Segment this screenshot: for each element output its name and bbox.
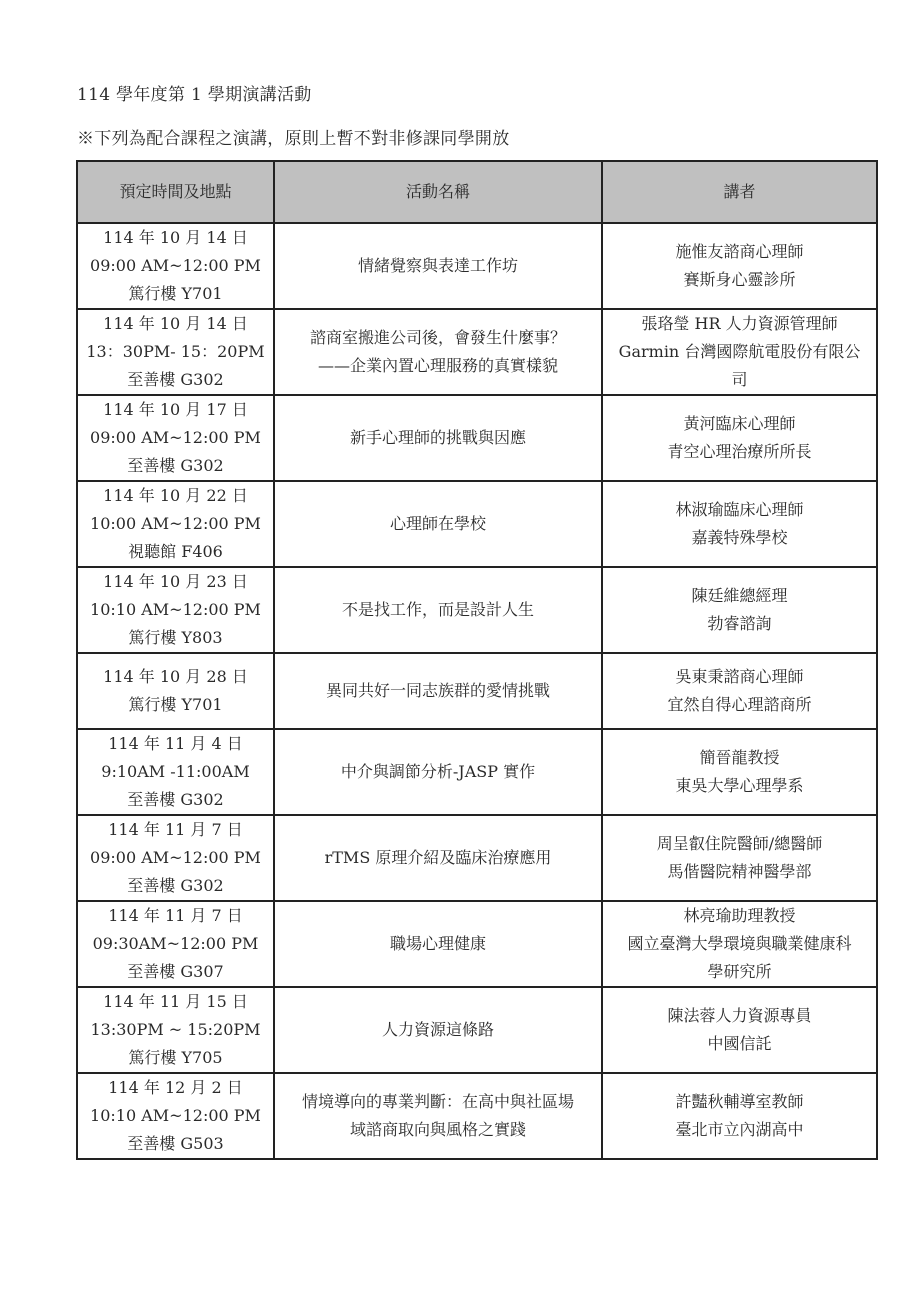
speaker-line: 黃河臨床心理師 — [683, 414, 796, 433]
document-title: 114 學年度第 1 學期演講活動 — [77, 85, 312, 105]
speaker-cell — [602, 815, 877, 901]
speaker-line: 賽斯身心靈診所 — [683, 270, 796, 289]
table-row — [77, 481, 877, 567]
table-row — [77, 653, 877, 729]
table-row — [77, 309, 877, 395]
time-location-line: 10:10 AM~12:00 PM — [90, 600, 261, 619]
speaker-line: 林亮瑜助理教授 — [683, 906, 796, 925]
speaker-cell — [602, 729, 877, 815]
table-row — [77, 987, 877, 1073]
time-location-cell — [77, 481, 274, 567]
speaker-line: Garmin 台灣國際航電股份有限公 — [618, 342, 861, 361]
time-location-cell — [77, 309, 274, 395]
time-location-line: 篤行樓 Y705 — [128, 1048, 223, 1067]
time-location-cell — [77, 395, 274, 481]
table-row — [77, 901, 877, 987]
speaker-line: 吳東秉諮商心理師 — [675, 667, 804, 686]
time-location-line: 篤行樓 Y701 — [128, 695, 223, 714]
time-location-line: 114 年 10 月 14 日 — [103, 228, 248, 247]
activity-name-line: 職場心理健康 — [389, 934, 486, 953]
speaker-line: 臺北市立內湖高中 — [675, 1120, 804, 1139]
table-row — [77, 815, 877, 901]
activity-name-line: 中介與調節分析-JASP 實作 — [340, 762, 536, 781]
speaker-line: 許豔秋輔導室教師 — [675, 1092, 804, 1111]
speaker-line: 勃睿諮詢 — [707, 614, 772, 633]
time-location-line: 至善樓 G302 — [127, 456, 224, 475]
time-location-line: 至善樓 G302 — [127, 790, 224, 809]
speaker-line: 國立臺灣大學環境與職業健康科 — [627, 934, 852, 953]
activity-name-cell — [274, 309, 602, 395]
time-location-line: 篤行樓 Y803 — [128, 628, 223, 647]
activity-name-line: 域諮商取向與風格之實踐 — [349, 1120, 526, 1139]
time-location-cell — [77, 653, 274, 729]
time-location-line: 10:00 AM~12:00 PM — [90, 514, 261, 533]
activity-name-line: 情緒覺察與表達工作坊 — [357, 256, 518, 275]
table-row — [77, 567, 877, 653]
header-time-location: 預定時間及地點 — [77, 161, 274, 223]
speaker-cell — [602, 567, 877, 653]
speaker-cell — [602, 309, 877, 395]
speaker-line: 簡晉龍教授 — [699, 748, 780, 767]
activity-name-line: 異同共好一同志族群的愛情挑戰 — [325, 681, 550, 700]
activity-name-line: 人力資源這條路 — [381, 1020, 494, 1039]
activity-name-line: 情境導向的專業判斷：在高中與社區場 — [301, 1092, 574, 1111]
time-location-cell — [77, 815, 274, 901]
time-location-line: 114 年 11 月 7 日 — [108, 906, 243, 925]
activity-name-line: rTMS 原理介紹及臨床治療應用 — [324, 848, 552, 867]
activity-name-cell — [274, 223, 602, 309]
time-location-line: 09:00 AM~12:00 PM — [90, 848, 261, 867]
speaker-cell — [602, 1073, 877, 1159]
activity-name-cell — [274, 653, 602, 729]
activity-name-cell — [274, 901, 602, 987]
time-location-line: 09:30AM~12:00 PM — [92, 934, 259, 953]
activity-name-line: ——企業內置心理服務的真實樣貌 — [317, 356, 558, 375]
activity-name-line: 不是找工作，而是設計人生 — [341, 600, 534, 619]
activity-name-cell — [274, 395, 602, 481]
time-location-line: 114 年 10 月 17 日 — [103, 400, 248, 419]
time-location-line: 09:00 AM~12:00 PM — [90, 428, 261, 447]
access-note: ※下列為配合課程之演講，原則上暫不對非修課同學開放 — [77, 129, 510, 149]
time-location-cell — [77, 1073, 274, 1159]
table-row — [77, 395, 877, 481]
speaker-cell — [602, 901, 877, 987]
time-location-cell — [77, 567, 274, 653]
time-location-line: 114 年 11 月 7 日 — [108, 820, 243, 839]
speaker-line: 周呈叡住院醫師/總醫師 — [656, 834, 823, 853]
activity-name-cell — [274, 481, 602, 567]
lecture-schedule-table — [76, 160, 878, 1160]
activity-name-cell — [274, 567, 602, 653]
activity-name-line: 諮商室搬進公司後，會發生什麼事？ — [309, 328, 566, 347]
time-location-line: 114 年 11 月 15 日 — [103, 992, 248, 1011]
time-location-line: 至善樓 G302 — [127, 370, 224, 389]
speaker-cell — [602, 395, 877, 481]
speaker-line: 陳法蓉人力資源專員 — [667, 1006, 812, 1025]
table-row — [77, 1073, 877, 1159]
time-location-line: 114 年 10 月 14 日 — [103, 314, 248, 333]
time-location-line: 至善樓 G307 — [127, 962, 224, 981]
speaker-line: 林淑瑜臨床心理師 — [675, 500, 804, 519]
time-location-line: 篤行樓 Y701 — [128, 284, 223, 303]
time-location-cell — [77, 223, 274, 309]
activity-name-cell — [274, 987, 602, 1073]
speaker-line: 東吳大學心理學系 — [675, 776, 804, 795]
speaker-line: 張珞瑩 HR 人力資源管理師 — [641, 314, 838, 333]
speaker-line: 陳廷維總經理 — [691, 586, 788, 605]
activity-name-line: 心理師在學校 — [389, 514, 486, 533]
speaker-cell — [602, 987, 877, 1073]
speaker-line: 馬偕醫院精神醫學部 — [667, 862, 812, 881]
activity-name-cell — [274, 1073, 602, 1159]
table-header-row — [77, 161, 877, 223]
speaker-line: 施惟友諮商心理師 — [675, 242, 804, 261]
activity-name-cell — [274, 729, 602, 815]
time-location-cell — [77, 987, 274, 1073]
time-location-line: 114 年 10 月 22 日 — [103, 486, 248, 505]
speaker-cell — [602, 653, 877, 729]
time-location-line: 視聽館 F406 — [128, 542, 223, 561]
speaker-line: 學研究所 — [707, 962, 772, 981]
time-location-line: 至善樓 G302 — [127, 876, 224, 895]
speaker-line: 中國信託 — [707, 1034, 772, 1053]
time-location-line: 114 年 10 月 28 日 — [103, 667, 248, 686]
speaker-line: 嘉義特殊學校 — [691, 528, 788, 547]
time-location-line: 09:00 AM~12:00 PM — [90, 256, 261, 275]
speaker-line: 青空心理治療所所長 — [667, 442, 812, 461]
time-location-line: 9:10AM -11:00AM — [101, 762, 250, 781]
time-location-line: 114 年 11 月 4 日 — [108, 734, 243, 753]
activity-name-cell — [274, 815, 602, 901]
time-location-line: 至善樓 G503 — [127, 1134, 224, 1153]
table-row — [77, 223, 877, 309]
time-location-cell — [77, 729, 274, 815]
time-location-line: 114 年 10 月 23 日 — [103, 572, 248, 591]
header-activity-name: 活動名稱 — [274, 161, 602, 223]
time-location-line: 10:10 AM~12:00 PM — [90, 1106, 261, 1125]
speaker-cell — [602, 481, 877, 567]
speaker-line: 司 — [731, 370, 748, 389]
activity-name-line: 新手心理師的挑戰與因應 — [349, 428, 526, 447]
header-speaker: 講者 — [602, 161, 877, 223]
table-row — [77, 729, 877, 815]
time-location-line: 13：30PM- 15：20PM — [86, 342, 265, 361]
speaker-cell — [602, 223, 877, 309]
speaker-line: 宜然自得心理諮商所 — [667, 695, 812, 714]
time-location-line: 114 年 12 月 2 日 — [108, 1078, 243, 1097]
time-location-line: 13:30PM ~ 15:20PM — [90, 1020, 261, 1039]
time-location-cell — [77, 901, 274, 987]
